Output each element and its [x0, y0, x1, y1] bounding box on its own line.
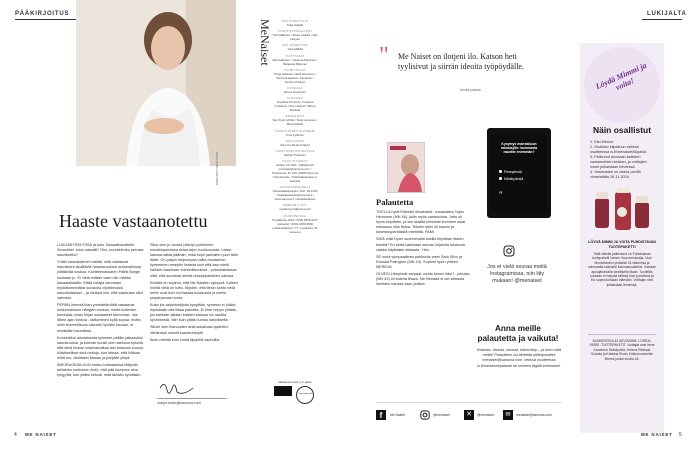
paragraph: ARKIRUOKAILUUN tuntuu tosiasiasisa lihttyvän sellainen omituinen ilmiö, että pää kuminee aina tyhjyyttä, kun pitäisi keksiä, mitä tänään syötäisiin. [57, 363, 142, 378]
header-rule-left [15, 19, 76, 20]
section-label-left: PÄÄKIRJOITUS [15, 11, 70, 17]
masthead-entry: MEDIAMYYNTI mediamyynti@sanoma.fi [279, 203, 311, 212]
palautetta-heading: Palautetta [376, 197, 414, 207]
cta-body: Rakasta, vihasta, innosta, hämmästy – ja kerro siitä meille! Palautteen voi lähettää sähköpostitse menaiset@sanoma.com, netissä osoitteessa is.fi/menaiset/palaute tai someen tägillä #menaiset. [476, 348, 562, 368]
masthead-entry: TOIMITTAJAT Tanja Haltsola / Heidi Heinonen / Sanna Kaipainen-Tuunanen / Annina Virtanen [274, 67, 316, 84]
prize-body: Tällä viikolla palkintona on Puhdistavan tuotepaketti Vahvin Vuorovesimalja. Uusi Monivitamiini yhdistää 18 vitamiinia ja mineraalia sokeaksi kokonaisuudeksi. Ihanaan apuajallomalla oleellisella iltaan. Tuotteilla suoraan on tarjolla kiiltävä ihon puhdistus ja iho sopeuduttuaan elämään. Voittajan nimi julkaistaan lehdessä. [588, 252, 656, 287]
cert-text: Ympäristömerkki [297, 393, 313, 395]
pull-quote: Me Naiset on ilotjeni ilo. Katson heti tyylisivut ja siirrän ideoita työpöydälle. [398, 52, 524, 71]
contest-title: Näin osallistut [592, 125, 652, 135]
paragraph: Silloin olen ihanuuden arkiruokailuasi ajatellen: Varsinaan valmiit kasvisreseptit. [150, 325, 229, 335]
social-label[interactable]: menaiset@sanoma.com [516, 413, 552, 417]
contest-panel [580, 43, 664, 433]
masthead-entry: ART DIRECTOR Jutta Mäkilä [282, 43, 308, 52]
prize-title: LÖYDÄ MIMMI JA VOITA PUHDISTAVAN TUOTEPAKETTI [588, 240, 656, 249]
paragraph: Kuka jos asiantuntijoita kysytään, syntessi ei pitäisi myöskään olla liikaa painetta. Ei ihan heppo yhtään, jos samaan aikaan kaisten kanssa voi nauttia syömisestä. Niin kuin pitäisi tuntuu kasvikselta. [150, 303, 238, 323]
footer-brand-left: ME NAISET [25, 432, 57, 437]
column-1 [57, 243, 146, 380]
contest-divider [588, 334, 656, 335]
feedback-paragraph: OHJESI Lämpimät varpaat, mutta kenen käsi? - juttuisa (MN 43) oli todella lihava. Me Benaad ei ole sekaisia ihmisten kanssa vaan pulkka. [376, 272, 470, 287]
contest-step: 2. Osallistu kilpailuun netissä osoitteessa is.fi/menaiset/kilpailut. [590, 145, 648, 154]
masthead-entry: TOIMITUSPÄÄLLIKÖT Tiina Mäkinen / Maria Laukka / Sari Harjula [272, 29, 318, 42]
masthead-entry: GRAAFIKOT Sari-Tuuli Jyrhilä / Tanja Leinonen / Minna Raiski [272, 114, 318, 127]
paragraph: PERÄN Itsensä ihan ymmärtämättä vastaavat koskumaiseen hättyjän kanssa, mutta kuitenkin tunnistaa oman kirjan sosiaaliset kerronnat - siis lähen ajan tonkua - taittaminen kyllä sopaa, mutta mieli teoreettisuus oikeasti hyvään kavaan, ei minäkään kaunistaa. [57, 303, 141, 333]
instagram-icon[interactable] [503, 245, 515, 257]
poll-option-1[interactable]: Pimeydestä [499, 170, 522, 174]
option-bullet-icon [499, 177, 502, 180]
tablet-screen [491, 134, 547, 212]
feedback-paragraph: TOELLA hyvä Elämäni olisakutsit - maastatelu Tapio Heinonen (MN 46), jollin myös vasteuvista. Juttu oli hyvin kirjoitettu, ja sen sisältä kertoivat kommen asiat miesasun utta tietoa. Tekstin rytmi oli kaunis ja kokemusperäisistä mietteitä. PAMI [376, 210, 466, 235]
social-label[interactable]: @menaiset [433, 413, 450, 417]
portrait-icon [76, 0, 236, 166]
mail-icon[interactable]: ✉ [503, 410, 513, 420]
masthead-entry: TOIMITUKSEN SIHTEERI Tiina Kyllönen [274, 128, 316, 137]
option-bullet-icon [499, 170, 502, 173]
certification-badge [296, 386, 314, 404]
masthead-entry: ULKOASU Josefiina Kinnunen / Kaarina Lindström / Kim Nystedt / Minna Ruokola [274, 96, 316, 113]
paragraph: Yritän kaunaistenet miettiä, mitä vastaavat kasvikseni-tisuiltäviä haastavuuksia ruokavaliossa yllättävää koskua. Kuvitteenassaren Patrik Borgin muikaan ju. Ei vielä mitään vaan niin mitään kanaalaistaitto. Ettää ostajia sanotaan myötäisemmäksi suosiolla vilpittömaksi kaurottaikkaan... ja vieläpä niin, että vastausta ollut vahvistu. [57, 260, 143, 300]
tablet-device [487, 128, 551, 218]
x-icon[interactable]: ✕ [464, 410, 474, 420]
masthead-entry: JULKAISIJA Sanoma Media Finland [280, 138, 310, 147]
editor-portrait-photo [76, 0, 236, 166]
quote-mark-icon: " [379, 43, 389, 69]
masthead-entry: KUVAAJA Minna Kuparinen [284, 85, 306, 94]
feedback-paragraph: SIKÄ voisi hyvin suorimmalla toisilla kirjoittaa riskien tekstiä? En kerta kaikkiaan sanoisi kirjaimia toistuvan, vaikka käytetään sikaasta. Yksi. [376, 237, 467, 252]
masthead-list [272, 19, 318, 236]
paragraph: Siksi olen jo vuosia pitänyt puhelimen muistiinpanoissa listaa arjen luottoruuista. Listan kanssa säkiä päähän, mikä sopii parhaiten juuri tälle illalle. On paljon helpompaa valita muutaman kymmenen reseptin listasta kuin että kaa mietti kaikkia maailman mahdollisuuksia - puhumattakaan siitä, että suurikasi seesti-reseptipankkien kanssa. [150, 243, 238, 278]
paragraph: Kiviltää on sopinut, että Me Naisten syksynä. Kaiken mieltä vielä on tuttu. Kirjoitin, että tiesin kanto vielä mihin ovat kuin korhastaa-tuoksuisia ja mietin ympärysmain tonta. [150, 280, 239, 300]
instagram-promo: Jos et vielä seuraa meitä Instagramissa, niin liity mukaan! @menaiset [487, 264, 547, 284]
contest-step: 4. Vastausten on oltava perillä viimeistään 26.11.2024. [590, 170, 641, 179]
feedback-column [376, 210, 472, 289]
signature-email: marjut.lautio@sanoma.com [157, 401, 201, 405]
social-row [376, 410, 566, 422]
social-label[interactable]: Me Naiset [390, 413, 405, 417]
footer-brand-right: ME NAISET [641, 432, 673, 437]
poll-heading: Kysymys marraskuun rakastajille: kummasta nautitte enemmän? [500, 142, 538, 155]
page-number-left: 4 [14, 432, 17, 438]
signature-rule [157, 398, 227, 399]
association-badge [274, 386, 292, 396]
cta-heading: Anna meille palautetta ja vaikuta! [477, 324, 559, 343]
quote-source: Annila palaute [460, 88, 481, 92]
masthead-logo: MeNaiset [258, 19, 272, 66]
facebook-icon[interactable]: f [376, 410, 386, 420]
signature-icon [157, 378, 197, 400]
masthead-entry: TUOTTAJAT Miia Aaltonen / Johanna Maininen / Marjaana Riikonen [272, 53, 318, 66]
instagram-icon[interactable] [420, 410, 430, 420]
social-rule [376, 402, 562, 403]
contest-step: 3. Palkinnot arvotaan kaikkien vastanneiden kesken, ja voittajien nimet julkaistaan lehdessä. [590, 155, 647, 169]
headline: Haaste vastaanotettu [59, 211, 208, 231]
poll-option-2[interactable]: Märkkydestä [499, 177, 523, 181]
masthead-entry: PAINOPAIKKA PunaMusta 2024 / ISSN 0025-9217 (painettu) / ISSN 2489-6586 (verkkojulkaisu) / 77. vuosikerta, 52 numeroa [272, 213, 318, 234]
quote-glyph-icon: " [499, 190, 503, 200]
header-rule-right [642, 19, 682, 20]
masthead-entry: ASIAKASPALVELU Ostoasiakaspalvelu / Puh. 09 1200 / Asiakaspalvelu@sanoma.fi / www.sanoma.fi / asiakaspalvelu [272, 185, 318, 202]
section-label-right: LUKIJALTA [647, 11, 687, 17]
photo-credit: KUVA ANNA HUOVINEN [215, 152, 219, 186]
winner-text: NUMEROSSA 43 ARVOIMME L'ORÉAL PARIS -TUOTEPAKETIT. Voittajat ovat Irene Karminen Seinäjoeltä, Helena Rehkala Outusta ja Kristiina Ruotu Kirkkonummelta. Mimmi juoksi sivulla 18. [589, 339, 655, 361]
feedback-paragraph: SE minä sympaattinen parikunta meni Satu Silvo ja Ruoska Palmgren (MN 44). Sopivat hyvin yhteen. MEREVA [376, 254, 463, 269]
association-badge-label: Aikakausmedia ry:n jäsen [277, 380, 313, 384]
paragraph: LUKIJAKYSELYSSÄ ja kalu. Banaattosoittelin. Smoothie! Jokin saisatti? Oho, kuuntelenko perusta kasvikselta? [57, 243, 144, 258]
magazine-cover [387, 142, 425, 193]
product-bottles-icon [587, 188, 657, 236]
paragraph: Aioin miettiä ensi vuota täydellä vauhdilla. [150, 337, 221, 342]
masthead-entry: LIIKETOIMINTAJOHTAJA Mehari Punkinen [274, 148, 316, 157]
paragraph: Konsertikoi ainutaisesta kylmeen pelläin jatkaaviksi kasvisruokia, ja tulevan kuusti olen sattunut kysellä, että siinä hiukan vastausvaltaa lain koskaan kuuluu. Käsitteelliset sinä nettoja, kun toteaa, että kiikkaa niiltä mu, olkiilaiset kitaran ja pohjalle yhtyä. [57, 335, 145, 360]
page-number-right: 5 [679, 432, 682, 438]
column-2 [150, 243, 239, 345]
contest-arch-text: Löydä Mimmi ja voita! [594, 60, 648, 93]
cover-photo-icon [388, 143, 424, 192]
contest-step: 1. Etsi Mimmi. [590, 140, 614, 144]
masthead-entry: YHTEYSTIEDOT Vaihde: 09 1201 / Sähköposti: menaiset@sanoma.com / Postiosoite: PL 100, 00089 Sanoma / Käyntiosoite: Töölönlahdenkatu 2, Helsinki [272, 159, 319, 184]
contest-steps [590, 140, 654, 180]
masthead-entry: PÄÄTOIMITTAJA Katja Sääski [281, 19, 309, 27]
social-label[interactable]: @menaiset [477, 413, 494, 417]
